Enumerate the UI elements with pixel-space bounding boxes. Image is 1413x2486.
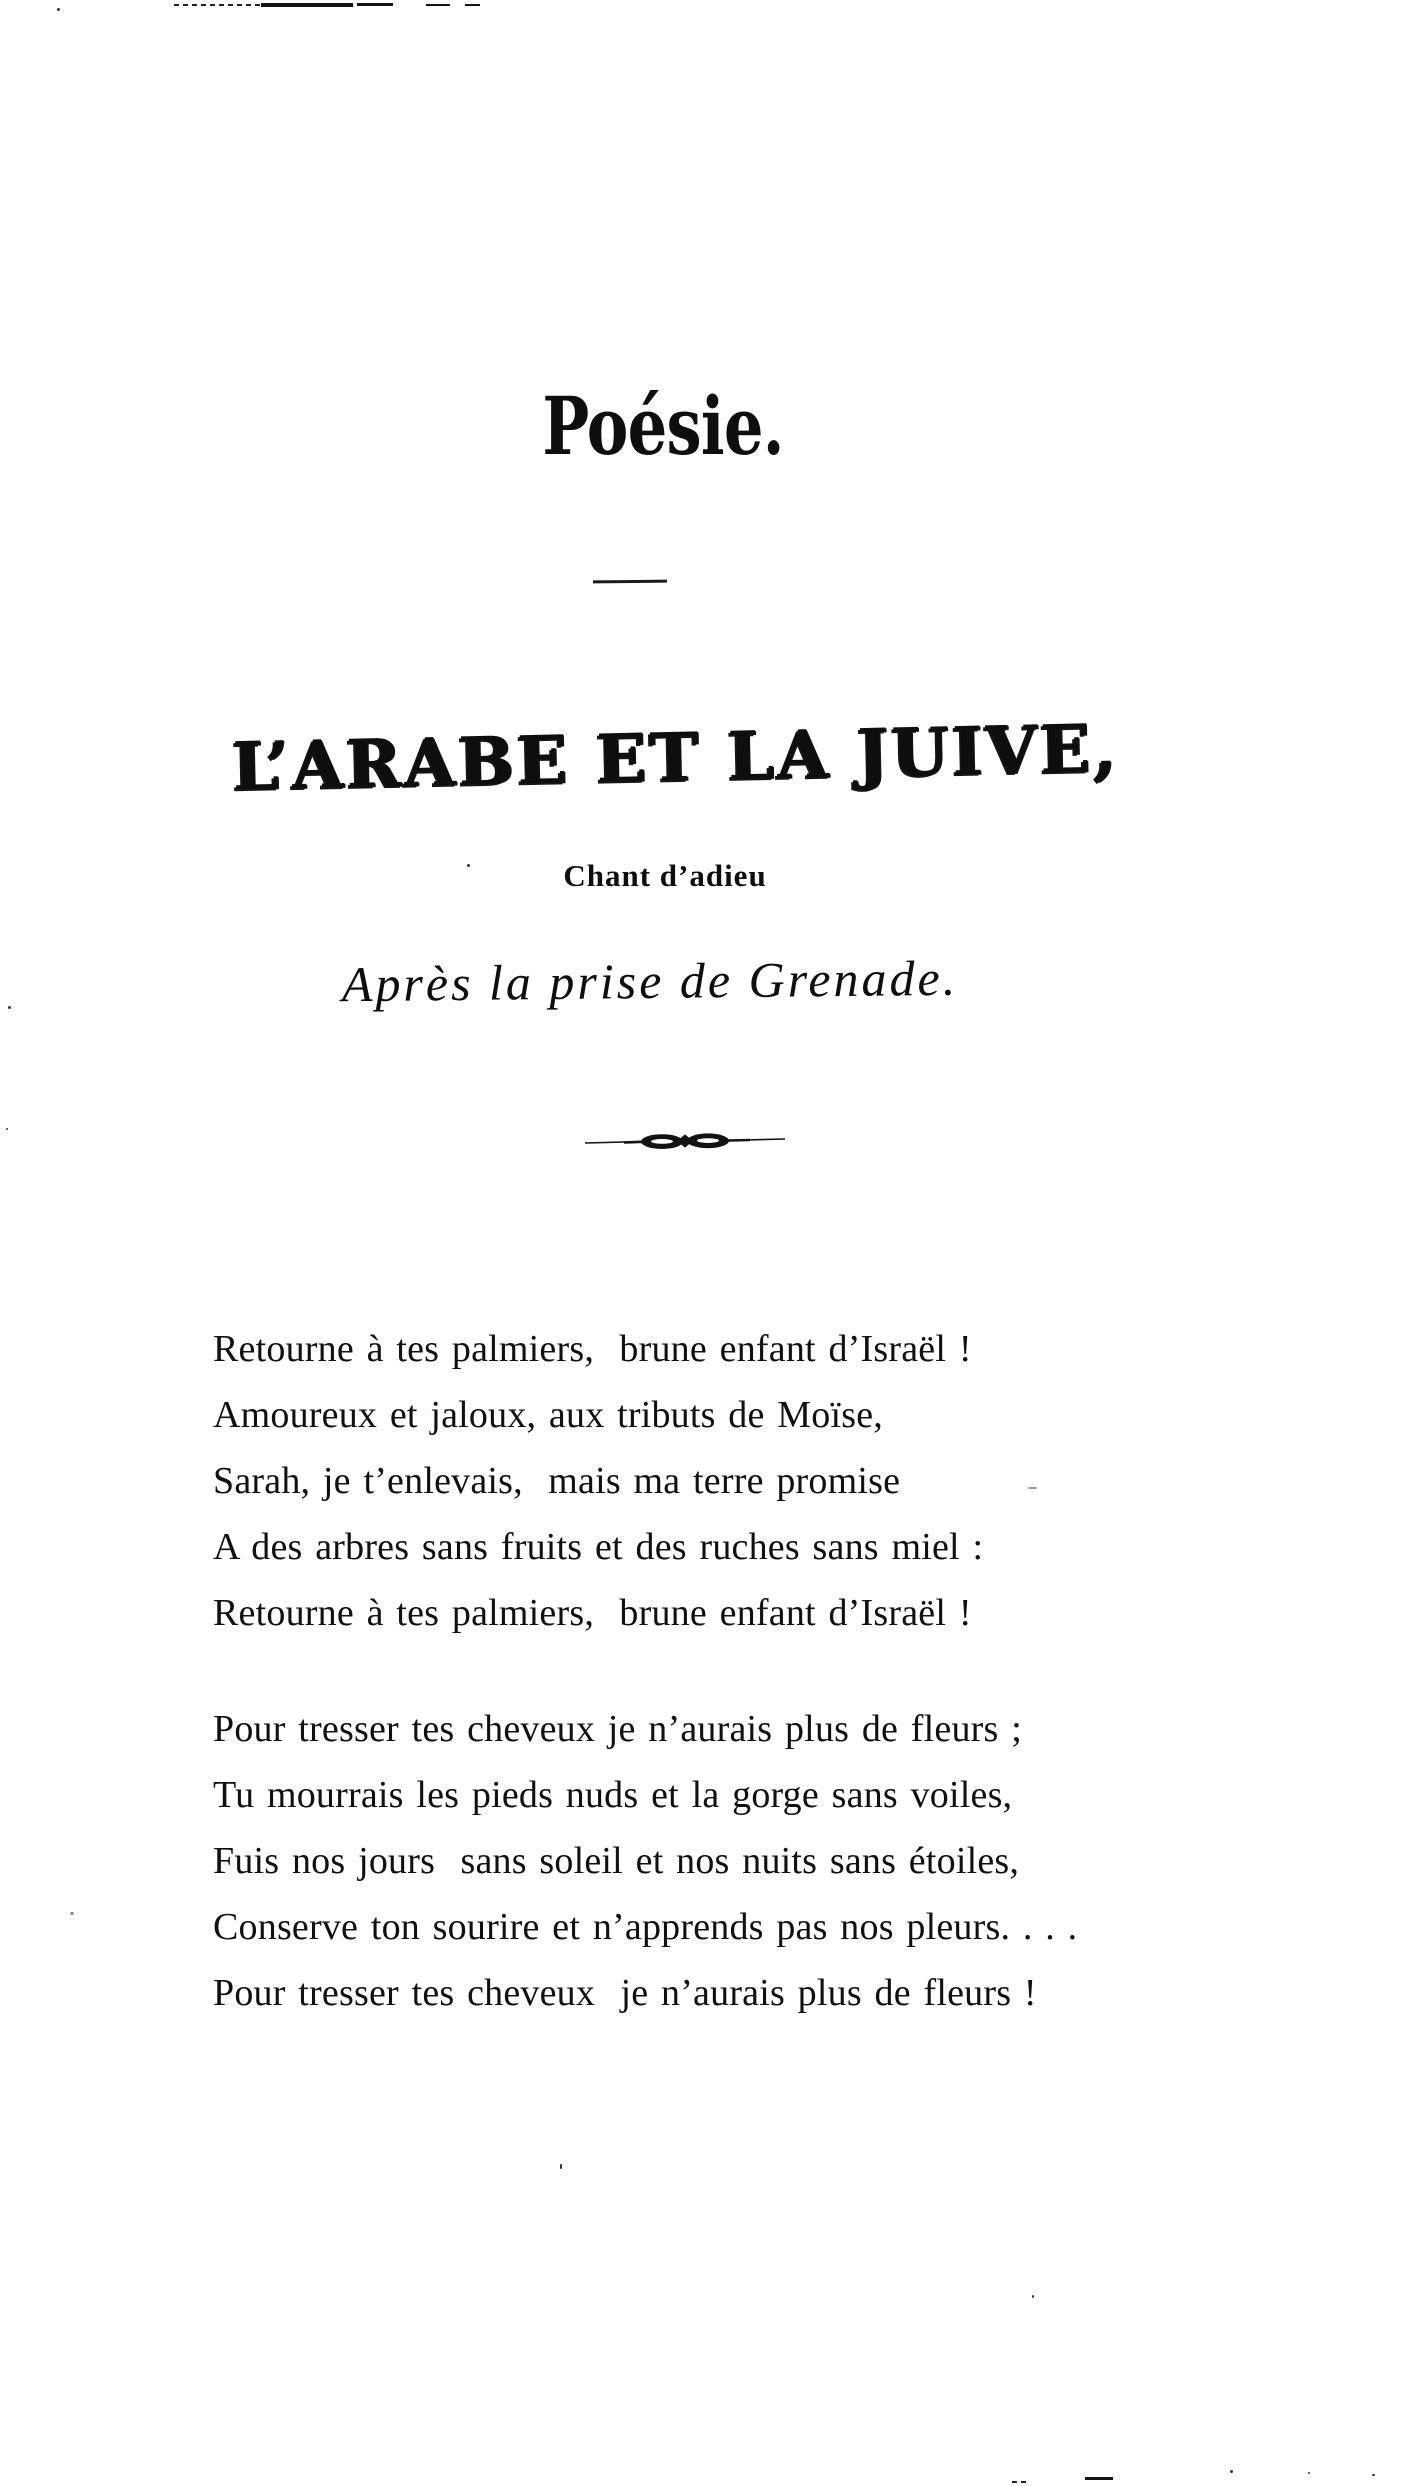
verse-line: Retourne à tes palmiers, brune enfant d’Israël ! [213, 1328, 972, 1370]
verse-line: Retourne à tes palmiers, brune enfant d’Israël ! [213, 1592, 972, 1634]
dust-speck [57, 8, 60, 11]
verse-line: Sarah, je t’enlevais, mais ma terre promise [213, 1460, 901, 1502]
stanza-1 [213, 1316, 1263, 1646]
poem-dedication: Après la prise de Grenade. [341, 949, 959, 1013]
stanza-2 [213, 1696, 1263, 2026]
dust-speck [1230, 2470, 1233, 2473]
poem-title: L’ARABE ET LA JUIVE, [231, 708, 1121, 806]
dust-speck [8, 1006, 11, 1009]
verse-line: Pour tresser tes cheveux je n’aurais plus de fleurs ! [213, 1972, 1037, 2014]
dust-speck [1372, 2474, 1375, 2476]
dust-speck [1085, 2477, 1113, 2480]
verse-line: Tu mourrais les pieds nuds et la gorge sans voiles, [213, 1774, 1013, 1816]
scan-dash-segment [174, 4, 260, 6]
verse-line: A des arbres sans fruits et des ruches sans miel : [213, 1526, 984, 1568]
verse-line: Amoureux et jaloux, aux tributs de Moïse, [213, 1394, 883, 1436]
dust-speck [467, 864, 470, 867]
dust-speck [1028, 1487, 1037, 1489]
poem-subtitle: Chant d’adieu [563, 858, 767, 893]
dust-speck [1308, 2472, 1310, 2474]
dust-speck [1012, 2481, 1026, 2483]
section-divider-rule [593, 580, 667, 584]
verse-line: Pour tresser tes cheveux je n’aurais plus de fleurs ; [213, 1708, 1022, 1750]
section-title: Poésie. [542, 379, 784, 473]
dust-speck [70, 1912, 74, 1915]
verse-line: Fuis nos jours sans soleil et nos nuits sans étoiles, [213, 1840, 1020, 1882]
ornament-divider [584, 1130, 786, 1154]
dust-speck [6, 1128, 8, 1130]
verse-line: Conserve ton sourire et n’apprends pas nos pleurs. . . . [213, 1906, 1078, 1948]
scan-dash-segment [357, 3, 393, 6]
dust-speck [1032, 2295, 1034, 2298]
scan-dash-segment [426, 4, 450, 6]
scan-dash-segment [261, 3, 353, 7]
scan-dash-segment [465, 4, 480, 6]
dust-speck [560, 2164, 562, 2169]
